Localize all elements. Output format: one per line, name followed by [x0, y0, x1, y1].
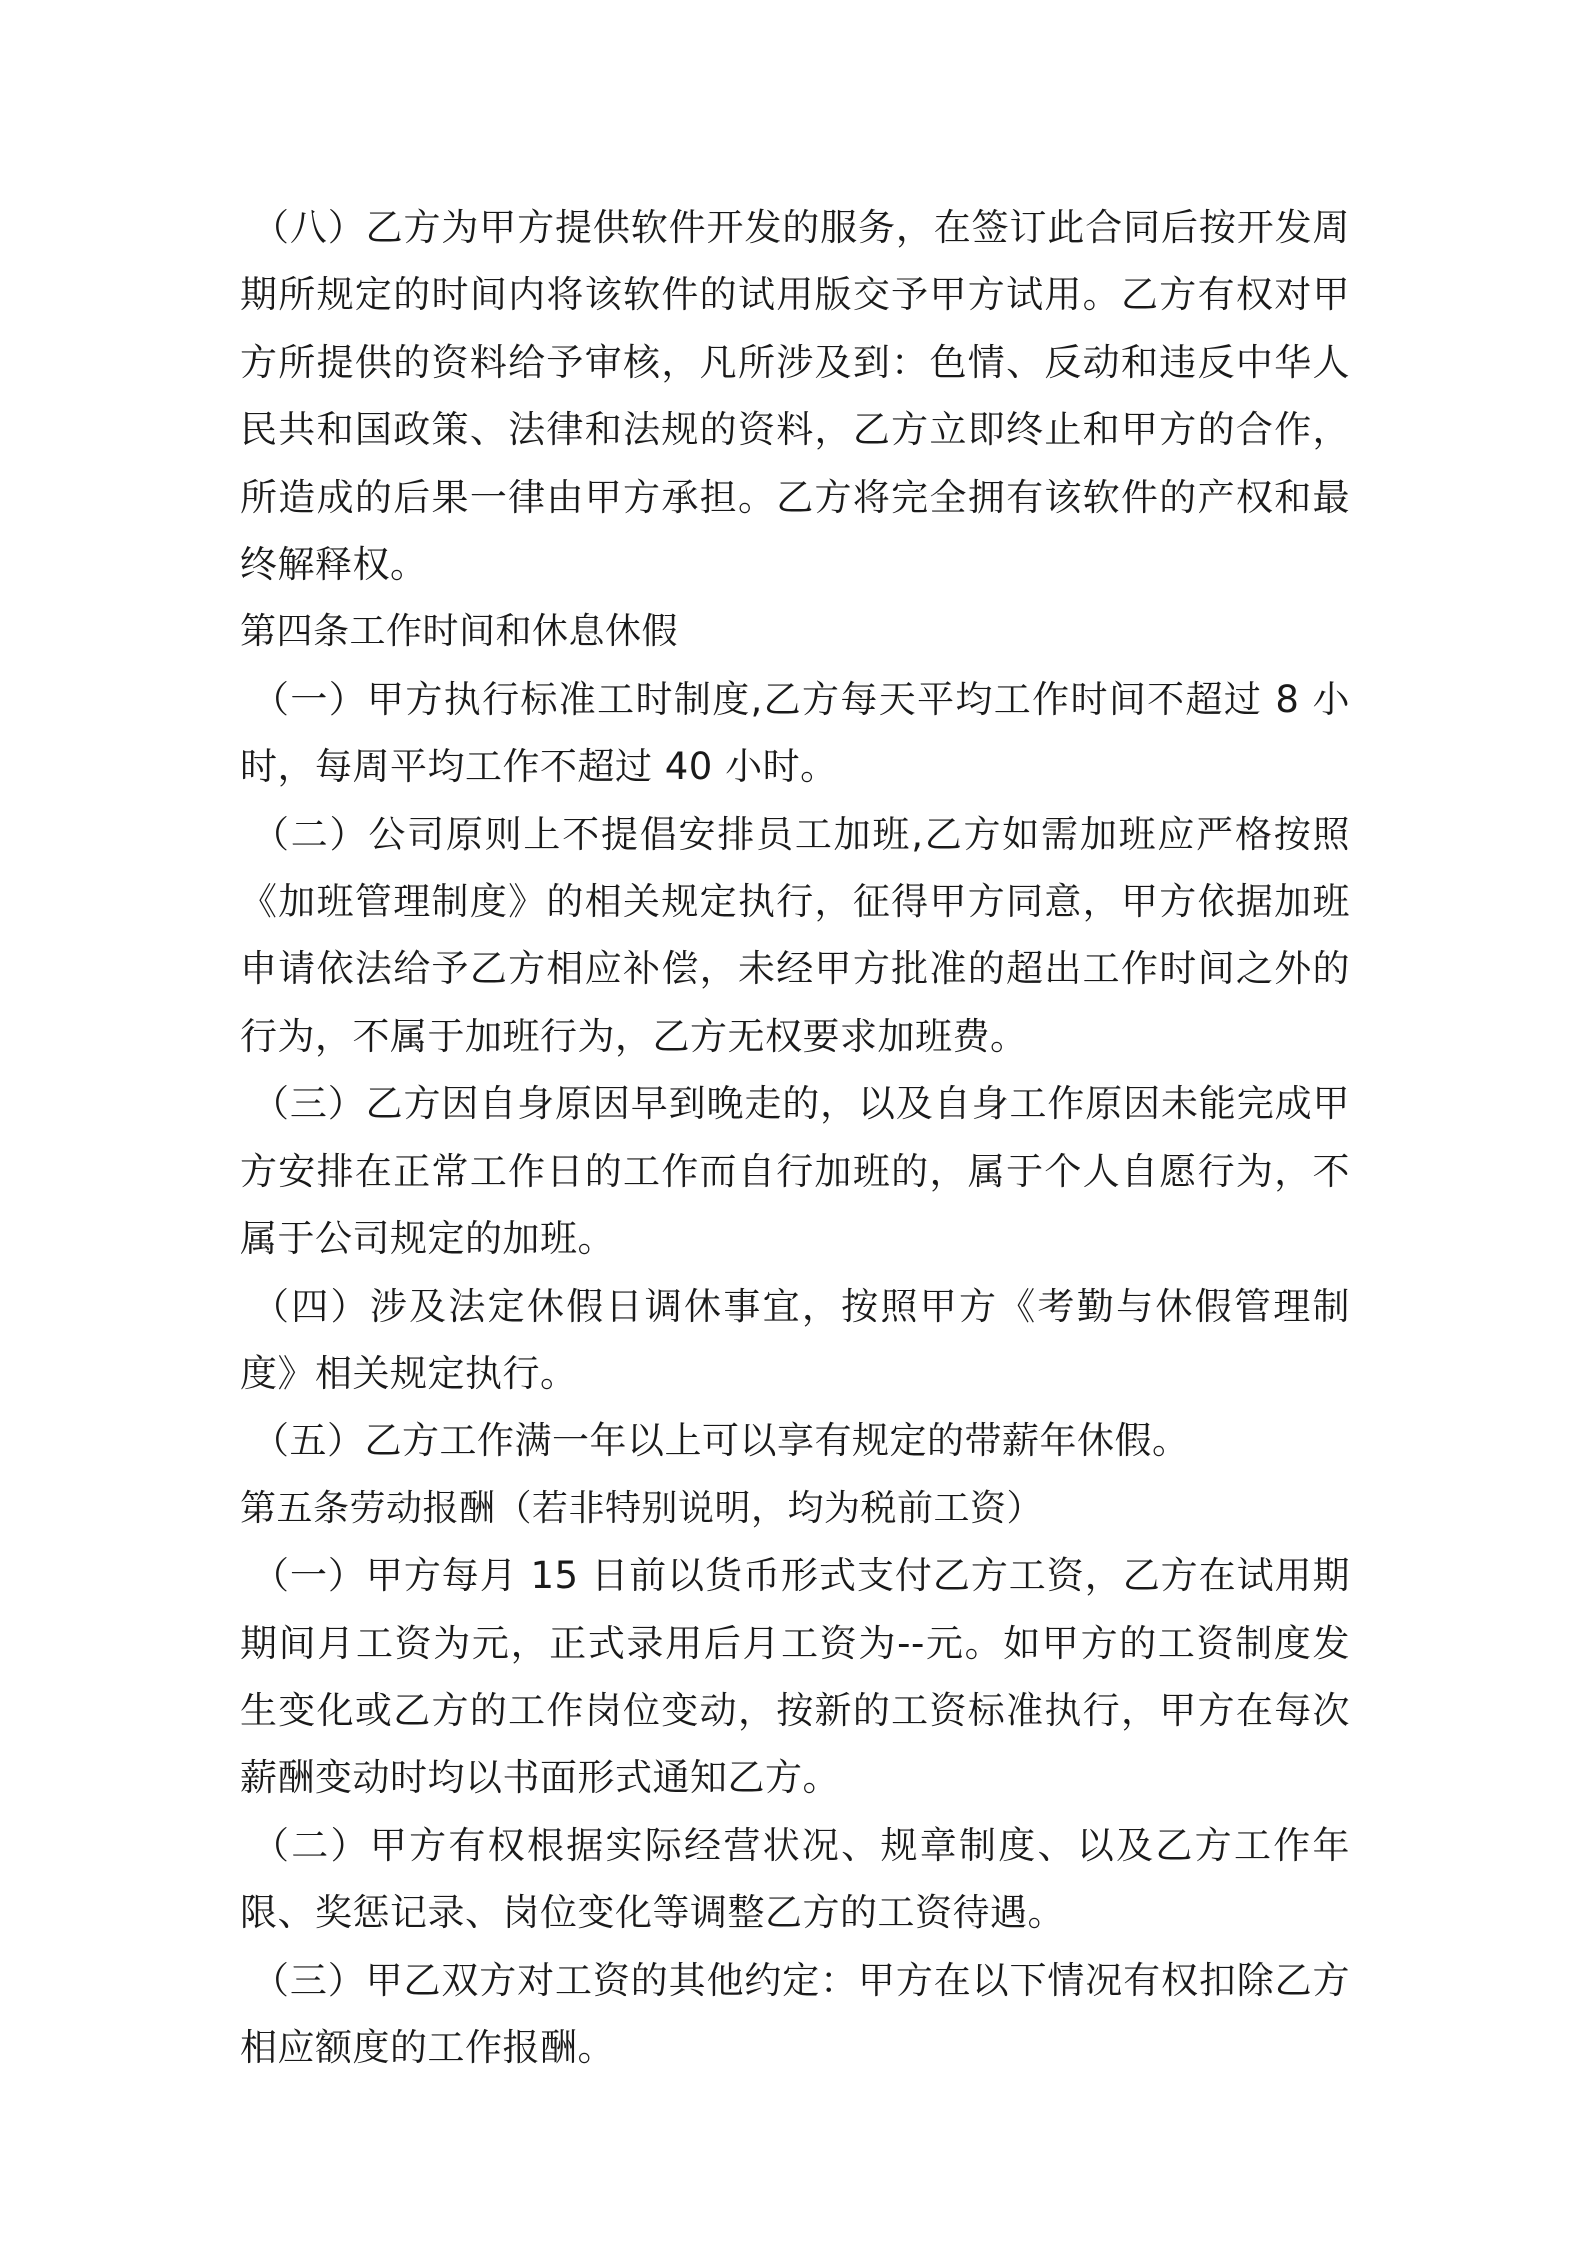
article-heading: 第五条劳动报酬（若非特别说明，均为税前工资） [240, 1487, 1044, 1529]
clause-paragraph: （一）甲方每月 15 日前以货币形式支付乙方工资，乙方在试用期期间月工资为元，正式录用后月工资为--元。如甲方的工资制度发生变化或乙方的工作岗位变动，按新的工资标准执行，甲方在每次薪酬变动时均以书面形式通知乙方。 [240, 1554, 1350, 1800]
article-heading: 第四条工作时间和休息休假 [240, 611, 679, 653]
clause-paragraph: （二）公司原则上不提倡安排员工加班,乙方如需加班应严格按照《加班管理制度》的相关规定执行，征得甲方同意，甲方依据加班申请依法给予乙方相应补偿，未经甲方批准的超出工作时间之外的行为，不属于加班行为，乙方无权要求加班费。 [240, 812, 1350, 1058]
clause-paragraph: （二）甲方有权根据实际经营状况、规章制度、以及乙方工作年限、奖惩记录、岗位变化等调整乙方的工资待遇。 [240, 1823, 1350, 1935]
clause-paragraph: （四）涉及法定休假日调休事宜，按照甲方《考勤与休假管理制度》相关规定执行。 [240, 1284, 1350, 1395]
clause-paragraph: （五）乙方工作满一年以上可以享有规定的带薪年休假。 [252, 1419, 1190, 1463]
clause-paragraph: （三）甲乙双方对工资的其他约定：甲方在以下情况有权扣除乙方相应额度的工作报酬。 [240, 1958, 1350, 2069]
document-body [240, 194, 1350, 2081]
clause-paragraph: （八）乙方为甲方提供软件开发的服务，在签订此合同后按开发周期所规定的时间内将该软件的试用版交予甲方试用。乙方有权对甲方所提供的资料给予审核，凡所涉及到：色情、反动和违反中华人民共和国政策、法律和法规的资料，乙方立即终止和甲方的合作，所造成的后果一律由甲方承担。乙方将完全拥有该软件的产权和最终解释权。 [240, 206, 1350, 587]
clause-paragraph: （三）乙方因自身原因早到晚走的，以及自身工作原因未能完成甲方安排在正常工作日的工作而自行加班的，属于个人自愿行为，不属于公司规定的加班。 [240, 1082, 1350, 1261]
clause-paragraph: （一）甲方执行标准工时制度,乙方每天平均工作时间不超过 8 小时，每周平均工作不超过 40 小时。 [240, 677, 1350, 789]
